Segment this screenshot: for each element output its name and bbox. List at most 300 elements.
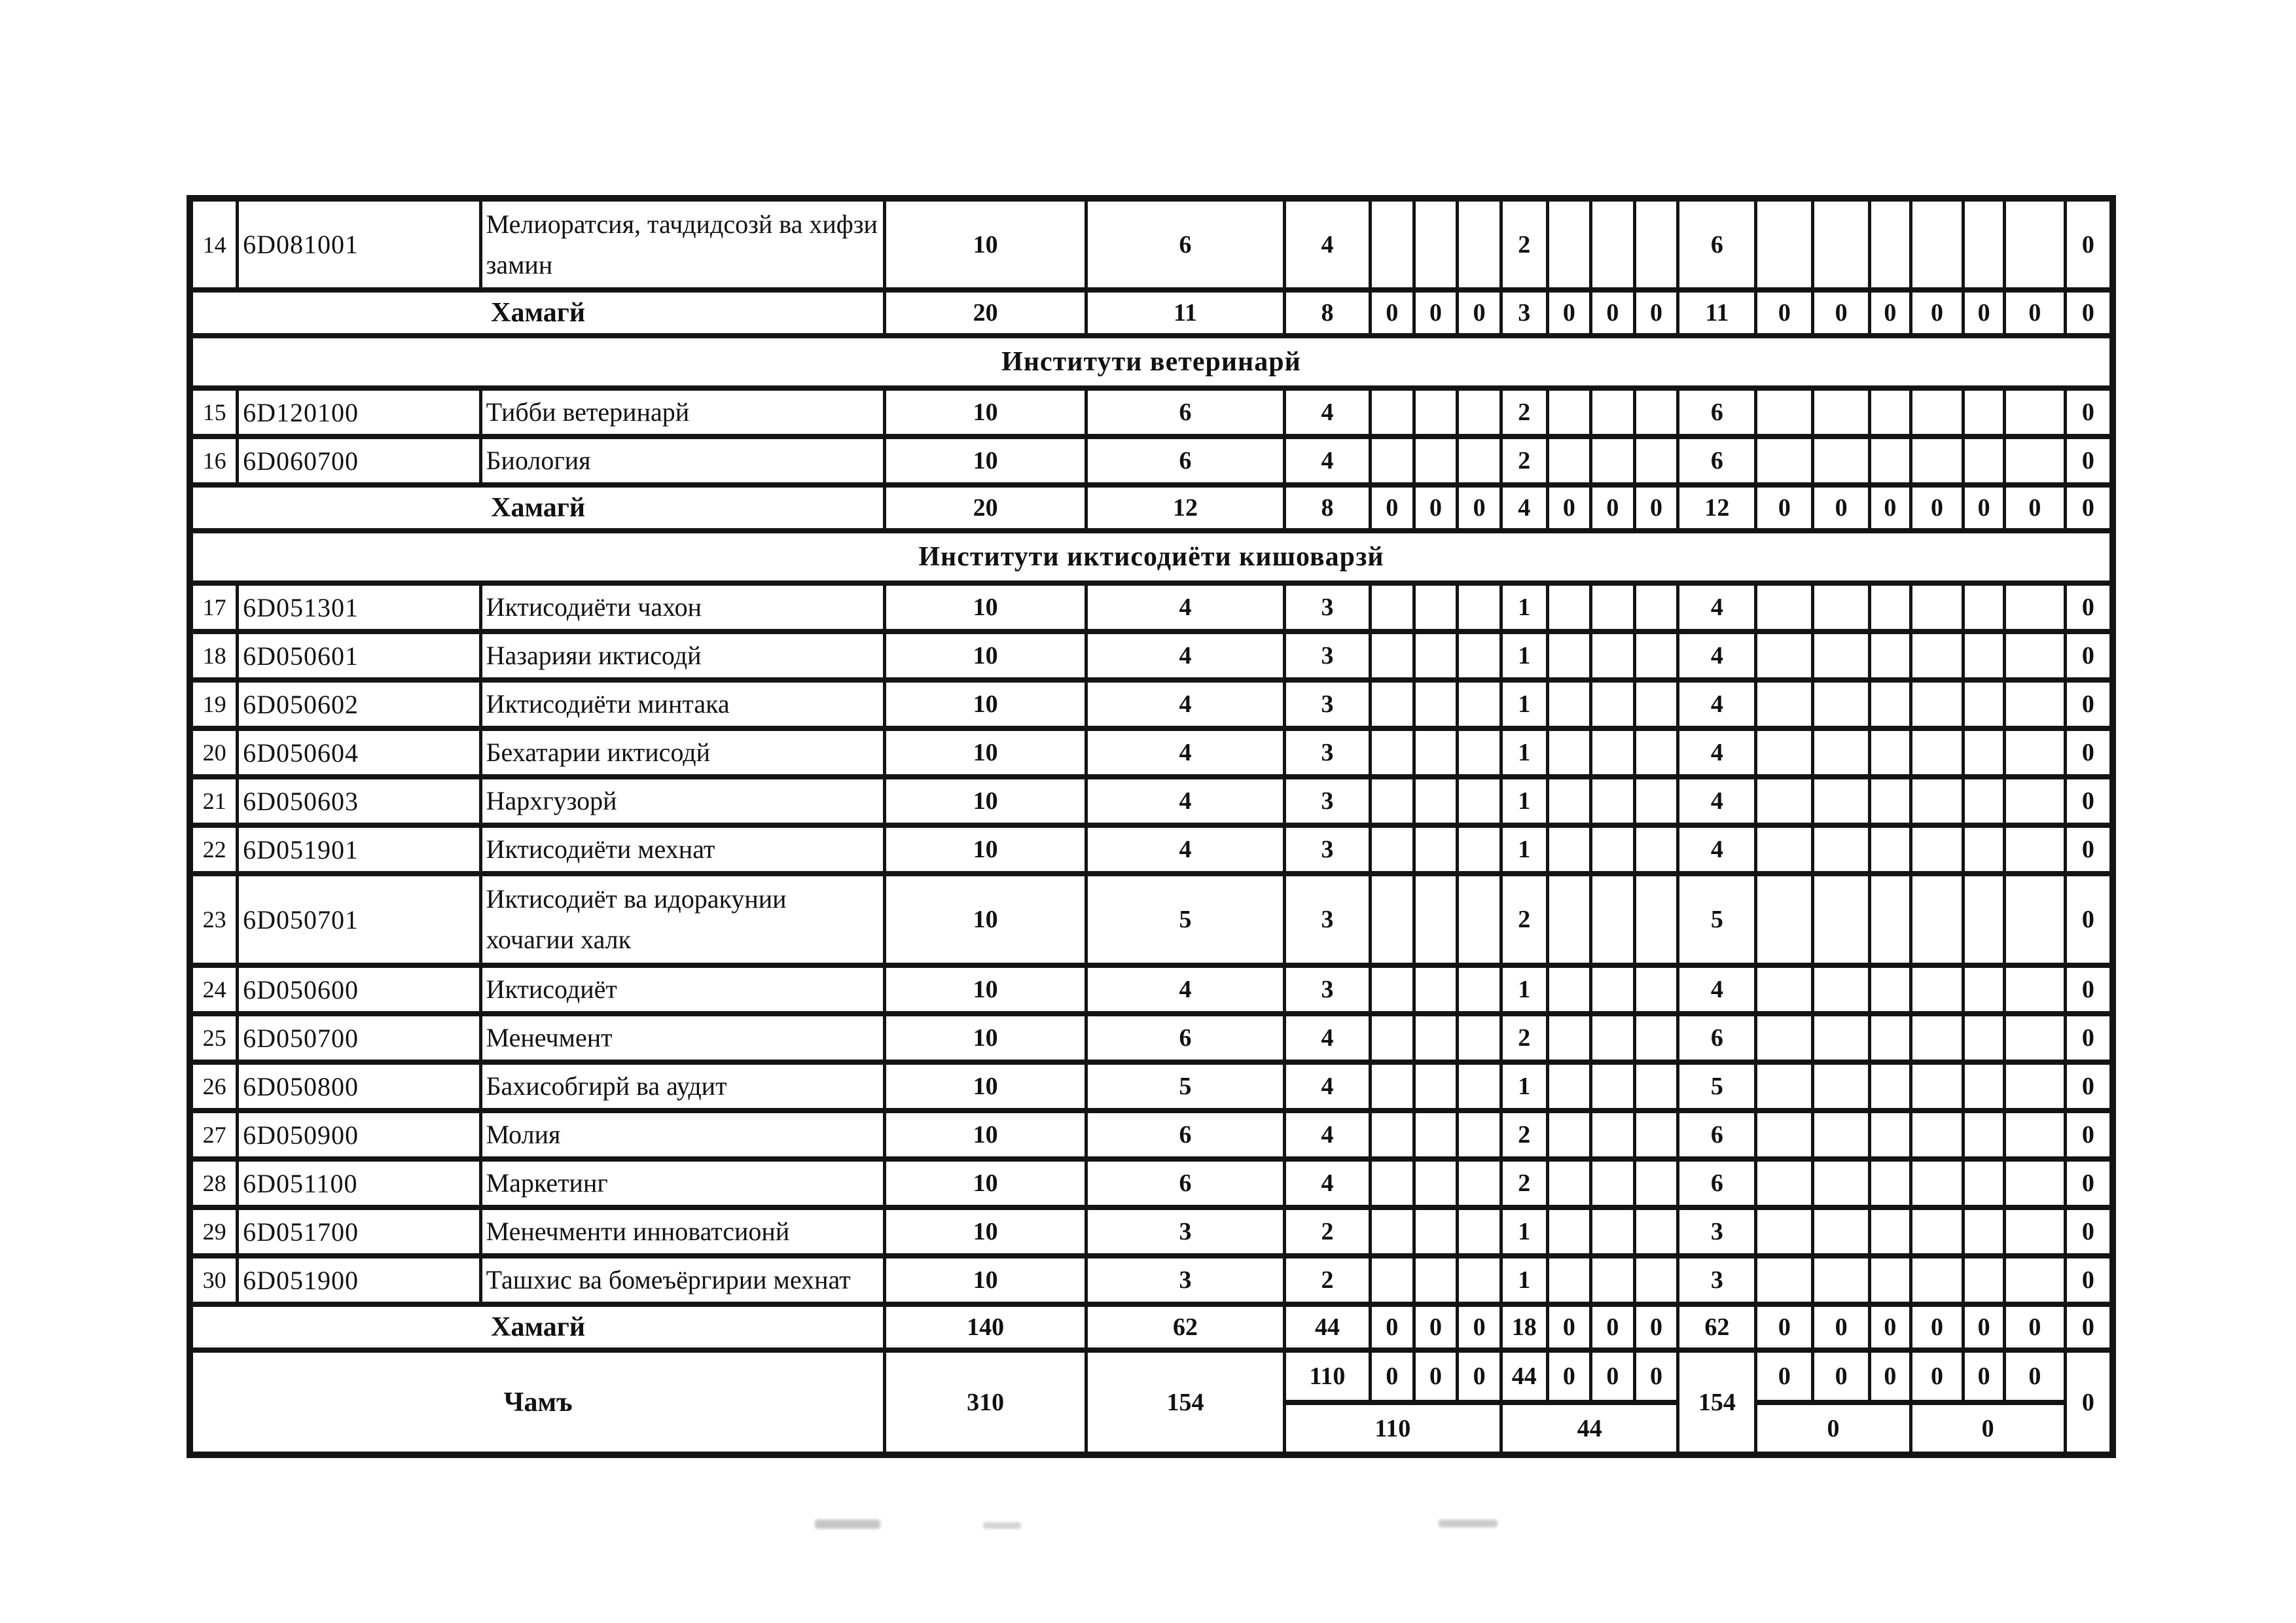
total-value-cell: 0 — [2065, 1304, 2113, 1350]
value-cell — [1634, 728, 1678, 777]
total-label-cell: Хамагй — [190, 1304, 885, 1350]
value-cell: 4 — [1284, 1062, 1370, 1111]
value-cell — [1371, 1207, 1414, 1256]
value-cell — [1964, 825, 2005, 874]
value-cell — [1547, 1111, 1591, 1159]
value-cell — [1756, 874, 1813, 965]
value-cell — [1813, 874, 1870, 965]
section-header-cell: Институти иктисодиёти кишоварзй — [190, 531, 2113, 583]
value-cell — [1756, 1014, 1813, 1062]
value-cell — [1371, 583, 1414, 632]
value-cell — [1547, 965, 1591, 1014]
value-cell — [1634, 198, 1678, 290]
value-cell — [1870, 777, 1911, 825]
row-number-cell: 16 — [190, 437, 238, 485]
value-cell — [1547, 632, 1591, 680]
value-cell: 4 — [1678, 583, 1756, 632]
total-value-cell: 4 — [1501, 485, 1547, 531]
program-code-cell: 6D050603 — [238, 777, 480, 825]
value-cell: 4 — [1086, 632, 1285, 680]
grand-sub-value-cell: 0 — [1870, 1350, 1911, 1402]
value-cell: 3 — [1284, 728, 1370, 777]
value-cell — [1414, 1111, 1458, 1159]
value-cell — [1547, 1062, 1591, 1111]
value-cell — [1458, 777, 1501, 825]
total-value-cell: 0 — [1964, 290, 2005, 336]
total-value-cell: 0 — [1964, 1304, 2005, 1350]
value-cell — [1910, 583, 1964, 632]
total-value-cell: 0 — [1458, 290, 1501, 336]
total-value-cell: 0 — [1634, 1304, 1678, 1350]
value-cell: 4 — [1678, 777, 1756, 825]
value-cell — [1910, 1159, 1964, 1207]
value-cell: 4 — [1284, 1111, 1370, 1159]
value-cell — [1756, 965, 1813, 1014]
value-cell — [1756, 583, 1813, 632]
value-cell — [1591, 388, 1635, 437]
grand-sub-value-cell: 0 — [2004, 1350, 2065, 1402]
value-cell — [1964, 680, 2005, 728]
value-cell — [1870, 1062, 1911, 1111]
grand-sub-value-cell: 0 — [1756, 1350, 1813, 1402]
value-cell: 4 — [1678, 632, 1756, 680]
value-cell — [1756, 728, 1813, 777]
row-number-cell: 29 — [190, 1207, 238, 1256]
value-cell — [1756, 1256, 1813, 1304]
value-cell — [1458, 1159, 1501, 1207]
value-cell — [1910, 1014, 1964, 1062]
value-cell: 0 — [2065, 198, 2113, 290]
total-value-cell: 0 — [1756, 1304, 1813, 1350]
grand-merged-value-cell: 44 — [1501, 1402, 1677, 1455]
program-row — [190, 1256, 2113, 1304]
value-cell — [1371, 437, 1414, 485]
total-value-cell: 0 — [1756, 485, 1813, 531]
total-value-cell: 0 — [1547, 485, 1591, 531]
value-cell — [1870, 1111, 1911, 1159]
value-cell: 2 — [1501, 198, 1547, 290]
value-cell — [1547, 1014, 1591, 1062]
value-cell — [2004, 1062, 2065, 1111]
value-cell — [1591, 1207, 1635, 1256]
program-name-cell: Бахисобгирй ва аудит — [480, 1062, 885, 1111]
total-value-cell: 8 — [1284, 290, 1370, 336]
value-cell — [2004, 825, 2065, 874]
total-value-cell: 0 — [1756, 290, 1813, 336]
program-code-cell: 6D051100 — [238, 1159, 480, 1207]
value-cell — [1371, 632, 1414, 680]
total-value-cell: 12 — [1086, 485, 1285, 531]
value-cell — [1870, 874, 1911, 965]
value-cell: 6 — [1678, 388, 1756, 437]
value-cell — [1547, 825, 1591, 874]
value-cell: 0 — [2065, 388, 2113, 437]
value-cell — [1870, 437, 1911, 485]
value-cell: 1 — [1501, 965, 1547, 1014]
grand-value-cell: 154 — [1678, 1350, 1756, 1455]
value-cell — [1547, 583, 1591, 632]
program-name-cell: Тибби ветеринарй — [480, 388, 885, 437]
total-label-cell: Хамагй — [190, 290, 885, 336]
row-number-cell: 27 — [190, 1111, 238, 1159]
total-value-cell: 0 — [1910, 290, 1964, 336]
grand-sub-value-cell: 0 — [1414, 1350, 1458, 1402]
value-cell: 4 — [1678, 680, 1756, 728]
value-cell — [1634, 388, 1678, 437]
value-cell — [1591, 437, 1635, 485]
value-cell — [1371, 825, 1414, 874]
value-cell — [1964, 1014, 2005, 1062]
total-value-cell: 62 — [1086, 1304, 1285, 1350]
row-number-cell: 23 — [190, 874, 238, 965]
value-cell — [1634, 1014, 1678, 1062]
value-cell — [1813, 965, 1870, 1014]
value-cell — [1813, 388, 1870, 437]
total-row — [190, 485, 2113, 531]
value-cell — [1414, 777, 1458, 825]
value-cell — [1964, 632, 2005, 680]
value-cell — [1634, 1062, 1678, 1111]
program-name-cell: Иктисодиёти мехнат — [480, 825, 885, 874]
value-cell — [1756, 1159, 1813, 1207]
value-cell — [1813, 1014, 1870, 1062]
value-cell: 10 — [885, 198, 1086, 290]
value-cell — [1964, 874, 2005, 965]
value-cell — [1591, 680, 1635, 728]
value-cell — [1371, 1256, 1414, 1304]
value-cell: 0 — [2065, 777, 2113, 825]
value-cell: 0 — [2065, 632, 2113, 680]
value-cell — [1910, 1256, 1964, 1304]
value-cell — [1910, 437, 1964, 485]
value-cell — [1547, 1256, 1591, 1304]
program-name-cell: Назарияи иктисодй — [480, 632, 885, 680]
total-value-cell: 62 — [1678, 1304, 1756, 1350]
value-cell: 3 — [1284, 874, 1370, 965]
value-cell — [1910, 1062, 1964, 1111]
value-cell — [1458, 1256, 1501, 1304]
value-cell: 1 — [1501, 825, 1547, 874]
value-cell — [1813, 1111, 1870, 1159]
value-cell — [1371, 1062, 1414, 1111]
grand-sub-value-cell: 0 — [1371, 1350, 1414, 1402]
program-code-cell: 6D050600 — [238, 965, 480, 1014]
value-cell — [1458, 965, 1501, 1014]
row-number-cell: 30 — [190, 1256, 238, 1304]
value-cell — [2004, 1159, 2065, 1207]
value-cell: 0 — [2065, 437, 2113, 485]
total-value-cell: 0 — [1634, 290, 1678, 336]
value-cell: 5 — [1086, 874, 1285, 965]
value-cell — [1634, 777, 1678, 825]
value-cell — [1371, 1014, 1414, 1062]
value-cell — [1458, 874, 1501, 965]
row-number-cell: 14 — [190, 198, 238, 290]
total-value-cell: 0 — [1813, 485, 1870, 531]
program-row — [190, 632, 2113, 680]
value-cell — [1547, 1159, 1591, 1207]
value-cell: 1 — [1501, 583, 1547, 632]
total-value-cell: 0 — [1371, 290, 1414, 336]
value-cell — [1591, 1014, 1635, 1062]
total-value-cell: 3 — [1501, 290, 1547, 336]
value-cell — [1547, 198, 1591, 290]
grand-row-top — [190, 1350, 2113, 1402]
value-cell — [1813, 1062, 1870, 1111]
grand-merged-value-cell: 0 — [1756, 1402, 1910, 1455]
row-number-cell: 19 — [190, 680, 238, 728]
program-name-cell: Мелиоратсия, тачдидсозй ва хифзи замин — [480, 198, 885, 290]
total-value-cell: 0 — [1870, 485, 1911, 531]
value-cell: 3 — [1284, 965, 1370, 1014]
value-cell: 6 — [1678, 198, 1756, 290]
total-value-cell: 0 — [1414, 485, 1458, 531]
program-code-cell: 6D060700 — [238, 437, 480, 485]
value-cell: 1 — [1501, 777, 1547, 825]
value-cell — [1756, 632, 1813, 680]
value-cell — [1756, 1111, 1813, 1159]
value-cell — [1414, 1207, 1458, 1256]
value-cell — [2004, 1111, 2065, 1159]
value-cell: 5 — [1086, 1062, 1285, 1111]
value-cell: 10 — [885, 1062, 1086, 1111]
total-value-cell: 0 — [1964, 485, 2005, 531]
value-cell — [1870, 1014, 1911, 1062]
value-cell — [1910, 728, 1964, 777]
value-cell: 1 — [1501, 680, 1547, 728]
total-value-cell: 0 — [1371, 485, 1414, 531]
total-value-cell: 140 — [885, 1304, 1086, 1350]
value-cell — [1634, 1256, 1678, 1304]
value-cell: 0 — [2065, 1062, 2113, 1111]
section-header-cell: Институти ветеринарй — [190, 336, 2113, 388]
value-cell — [1414, 728, 1458, 777]
value-cell — [1371, 680, 1414, 728]
program-row — [190, 1111, 2113, 1159]
value-cell: 5 — [1678, 874, 1756, 965]
program-row — [190, 728, 2113, 777]
value-cell: 4 — [1086, 965, 1285, 1014]
value-cell — [1458, 1062, 1501, 1111]
program-code-cell: 6D050601 — [238, 632, 480, 680]
total-value-cell: 0 — [1910, 485, 1964, 531]
section-row — [190, 336, 2113, 388]
value-cell: 4 — [1086, 777, 1285, 825]
total-value-cell: 0 — [1458, 485, 1501, 531]
program-name-cell: Бехатарии иктисодй — [480, 728, 885, 777]
total-value-cell: 0 — [1591, 1304, 1635, 1350]
value-cell: 10 — [885, 388, 1086, 437]
value-cell — [2004, 632, 2065, 680]
value-cell: 0 — [2065, 728, 2113, 777]
value-cell — [1964, 1256, 2005, 1304]
value-cell: 4 — [1284, 388, 1370, 437]
total-value-cell: 0 — [1634, 485, 1678, 531]
program-code-cell: 6D050604 — [238, 728, 480, 777]
value-cell: 2 — [1501, 437, 1547, 485]
value-cell — [1634, 437, 1678, 485]
value-cell — [1870, 632, 1911, 680]
total-value-cell: 0 — [1547, 1304, 1591, 1350]
program-row — [190, 198, 2113, 290]
value-cell — [1870, 680, 1911, 728]
scan-artifact — [1439, 1520, 1498, 1527]
value-cell — [1813, 825, 1870, 874]
value-cell — [1458, 728, 1501, 777]
value-cell — [1870, 1207, 1911, 1256]
value-cell — [2004, 965, 2065, 1014]
value-cell — [1910, 777, 1964, 825]
value-cell: 10 — [885, 965, 1086, 1014]
value-cell: 10 — [885, 728, 1086, 777]
total-value-cell: 11 — [1678, 290, 1756, 336]
value-cell: 10 — [885, 1207, 1086, 1256]
program-row — [190, 965, 2113, 1014]
value-cell — [1813, 728, 1870, 777]
value-cell — [1591, 198, 1635, 290]
value-cell — [1813, 632, 1870, 680]
total-value-cell: 0 — [1813, 1304, 1870, 1350]
value-cell: 6 — [1086, 1014, 1285, 1062]
total-value-cell: 0 — [2065, 485, 2113, 531]
row-number-cell: 21 — [190, 777, 238, 825]
value-cell — [1910, 825, 1964, 874]
value-cell: 3 — [1678, 1207, 1756, 1256]
value-cell: 6 — [1086, 198, 1285, 290]
value-cell — [1591, 632, 1635, 680]
value-cell: 6 — [1086, 437, 1285, 485]
value-cell — [1458, 1014, 1501, 1062]
value-cell: 3 — [1284, 632, 1370, 680]
value-cell: 0 — [2065, 680, 2113, 728]
value-cell — [1634, 632, 1678, 680]
total-value-cell: 0 — [2004, 290, 2065, 336]
program-row — [190, 777, 2113, 825]
grand-sub-value-cell: 0 — [1910, 1350, 1964, 1402]
total-row — [190, 1304, 2113, 1350]
grand-sub-value-cell: 110 — [1284, 1350, 1370, 1402]
program-code-cell: 6D051301 — [238, 583, 480, 632]
value-cell: 3 — [1086, 1207, 1285, 1256]
value-cell: 5 — [1678, 1062, 1756, 1111]
value-cell — [1634, 1159, 1678, 1207]
value-cell: 4 — [1678, 825, 1756, 874]
value-cell: 10 — [885, 583, 1086, 632]
value-cell — [1458, 1207, 1501, 1256]
value-cell — [2004, 777, 2065, 825]
value-cell — [1547, 1207, 1591, 1256]
program-code-cell: 6D051901 — [238, 825, 480, 874]
grand-merged-value-cell: 110 — [1284, 1402, 1501, 1455]
value-cell — [1414, 825, 1458, 874]
value-cell — [1964, 728, 2005, 777]
value-cell — [1964, 388, 2005, 437]
value-cell: 1 — [1501, 632, 1547, 680]
program-row — [190, 437, 2113, 485]
value-cell — [1870, 965, 1911, 1014]
value-cell — [1756, 1207, 1813, 1256]
value-cell: 2 — [1501, 1111, 1547, 1159]
value-cell — [1870, 728, 1911, 777]
value-cell — [1634, 583, 1678, 632]
program-name-cell: Иктисодиёти минтака — [480, 680, 885, 728]
value-cell — [1870, 1159, 1911, 1207]
value-cell: 0 — [2065, 1014, 2113, 1062]
value-cell — [2004, 1014, 2065, 1062]
value-cell — [1813, 583, 1870, 632]
value-cell — [1813, 777, 1870, 825]
value-cell — [1414, 680, 1458, 728]
value-cell — [2004, 198, 2065, 290]
value-cell: 1 — [1501, 1062, 1547, 1111]
value-cell — [1591, 1256, 1635, 1304]
value-cell — [2004, 437, 2065, 485]
value-cell: 4 — [1086, 680, 1285, 728]
program-row — [190, 1062, 2113, 1111]
total-value-cell: 0 — [1813, 290, 1870, 336]
program-code-cell: 6D050900 — [238, 1111, 480, 1159]
value-cell — [1756, 388, 1813, 437]
total-value-cell: 0 — [1870, 290, 1911, 336]
total-value-cell: 0 — [1547, 290, 1591, 336]
total-value-cell: 18 — [1501, 1304, 1547, 1350]
value-cell — [1634, 965, 1678, 1014]
value-cell — [1458, 437, 1501, 485]
program-name-cell: Биология — [480, 437, 885, 485]
value-cell — [1964, 198, 2005, 290]
value-cell: 0 — [2065, 1159, 2113, 1207]
value-cell: 3 — [1284, 583, 1370, 632]
value-cell — [1371, 965, 1414, 1014]
value-cell: 6 — [1678, 1014, 1756, 1062]
value-cell — [1371, 777, 1414, 825]
grand-value-cell: 310 — [885, 1350, 1086, 1455]
value-cell: 0 — [2065, 825, 2113, 874]
value-cell — [1813, 198, 1870, 290]
value-cell — [1910, 632, 1964, 680]
value-cell: 4 — [1086, 583, 1285, 632]
row-number-cell: 17 — [190, 583, 238, 632]
value-cell: 10 — [885, 1256, 1086, 1304]
value-cell — [1591, 1111, 1635, 1159]
value-cell — [1591, 965, 1635, 1014]
value-cell: 10 — [885, 874, 1086, 965]
value-cell — [1910, 965, 1964, 1014]
program-name-cell: Менечмент — [480, 1014, 885, 1062]
total-label-cell: Хамагй — [190, 485, 885, 531]
section-row — [190, 531, 2113, 583]
value-cell — [1591, 1159, 1635, 1207]
program-code-cell: 6D051700 — [238, 1207, 480, 1256]
value-cell — [1547, 874, 1591, 965]
value-cell — [1414, 1062, 1458, 1111]
value-cell — [1591, 728, 1635, 777]
total-row — [190, 290, 2113, 336]
value-cell — [1414, 965, 1458, 1014]
program-code-cell: 6D050700 — [238, 1014, 480, 1062]
total-value-cell: 8 — [1284, 485, 1370, 531]
value-cell — [1414, 1256, 1458, 1304]
program-code-cell: 6D081001 — [238, 198, 480, 290]
value-cell — [1547, 728, 1591, 777]
total-value-cell: 0 — [1870, 1304, 1911, 1350]
total-value-cell: 20 — [885, 290, 1086, 336]
value-cell — [1634, 825, 1678, 874]
value-cell — [1591, 777, 1635, 825]
value-cell — [1756, 825, 1813, 874]
program-row — [190, 1159, 2113, 1207]
value-cell: 1 — [1501, 1207, 1547, 1256]
